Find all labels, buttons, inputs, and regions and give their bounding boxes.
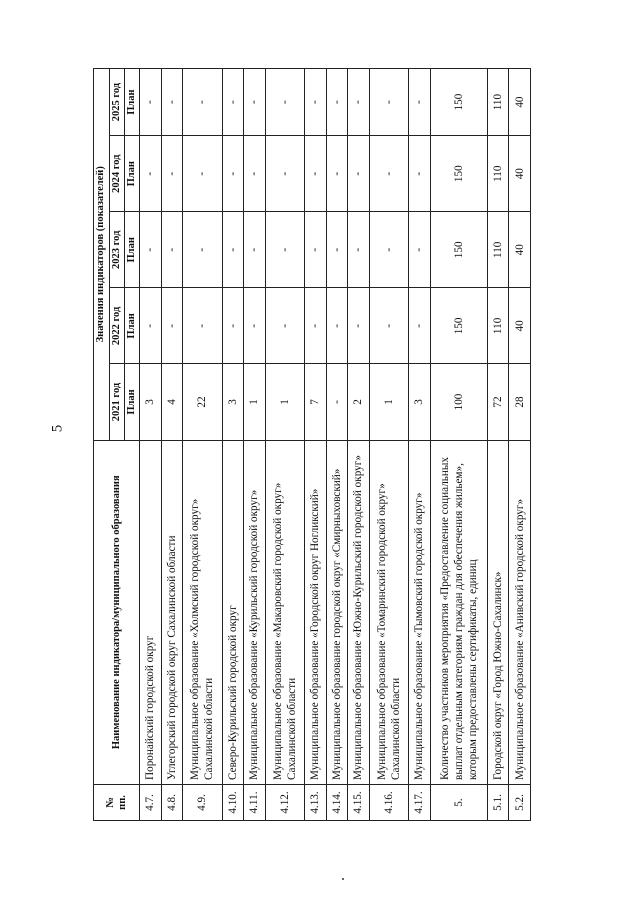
table-body [140,69,531,821]
indicators-table [93,68,531,821]
header-year: 2025 год [110,69,125,136]
row-value: - [409,212,431,288]
row-value: - [161,288,183,364]
row-name: Муниципальное образование «Томаринский городской округ» Сахалинской области [369,440,408,784]
row-value: - [348,288,370,364]
row-value: - [222,136,244,212]
table-row [326,69,348,821]
row-value: - [305,136,327,212]
row-value: 110 [487,136,509,212]
row-value: - [326,212,348,288]
table-row [183,69,222,821]
row-value: - [305,212,327,288]
row-value: - [369,136,408,212]
scan-speck [342,878,344,880]
row-value: 1 [244,364,266,440]
row-value: 3 [409,364,431,440]
row-value: - [244,212,266,288]
indicators-table-rotated [93,68,531,821]
header-year: 2022 год [110,288,125,364]
row-value: - [409,69,431,136]
header-plan: План [125,69,140,136]
row-value: - [244,69,266,136]
table-row [430,69,487,821]
row-name: Муниципальное образование «Анивский городской округ» [509,440,531,784]
row-value: 72 [487,364,509,440]
row-number: 4.8. [161,784,183,820]
row-value: - [140,212,162,288]
row-value: - [161,69,183,136]
row-value: - [348,136,370,212]
table-row [409,69,431,821]
row-number: 5.1. [487,784,509,820]
table-row [265,69,304,821]
row-value: 1 [265,364,304,440]
row-value: 1 [369,364,408,440]
row-value: - [348,212,370,288]
row-number: 4.7. [140,784,162,820]
row-value: - [265,212,304,288]
row-value: 40 [509,288,531,364]
row-number: 5.2. [509,784,531,820]
row-number: 4.17. [409,784,431,820]
row-value: - [409,288,431,364]
row-name: Муниципальное образование городской округ «Смирныховский» [326,440,348,784]
row-value: - [348,69,370,136]
table-row [140,69,162,821]
row-value: 22 [183,364,222,440]
header-year: 2021 год [110,364,125,440]
row-value: 110 [487,69,509,136]
row-value: - [140,136,162,212]
header-no: № пп. [94,784,140,820]
row-value: - [183,136,222,212]
row-number: 4.12. [265,784,304,820]
header-values-group: Значения индикаторов (показателей) [94,69,110,441]
row-value: - [244,288,266,364]
row-value: 110 [487,212,509,288]
row-name: Муниципальное образование «Холмский городской округ» Сахалинской области [183,440,222,784]
row-value: 100 [430,364,487,440]
page-number: 5 [49,424,66,433]
row-number: 4.16. [369,784,408,820]
row-value: 150 [430,212,487,288]
row-value: - [161,212,183,288]
row-number: 4.10. [222,784,244,820]
row-value: 2 [348,364,370,440]
row-value: 150 [430,69,487,136]
row-value: - [369,69,408,136]
table-row [161,69,183,821]
row-value: - [305,69,327,136]
row-value: 7 [305,364,327,440]
row-name: Углегорский городской округ Сахалинской области [161,440,183,784]
header-plan: План [125,288,140,364]
row-value: - [305,288,327,364]
row-value: 4 [161,364,183,440]
row-number: 4.15. [348,784,370,820]
row-value: - [326,288,348,364]
row-value: - [140,288,162,364]
row-value: - [326,136,348,212]
row-value: 150 [430,288,487,364]
row-value: - [369,212,408,288]
row-value: - [222,212,244,288]
row-number: 4.13. [305,784,327,820]
header-year: 2024 год [110,136,125,212]
header-plan: План [125,136,140,212]
row-value: 150 [430,136,487,212]
row-value: - [161,136,183,212]
table-row [222,69,244,821]
row-value: - [244,136,266,212]
row-number: 4.14. [326,784,348,820]
table-row [487,69,509,821]
row-name: Поронайский городской округ [140,440,162,784]
row-value: 110 [487,288,509,364]
row-value: - [326,69,348,136]
header-plan: План [125,212,140,288]
table-row [369,69,408,821]
row-value: - [409,136,431,212]
row-value: - [265,288,304,364]
row-name: Количество участников мероприятия «Предоставление социальных выплат отдельным категориям граждан для обеспечения жильем», которым предоставлены сертификаты, единиц [430,440,487,784]
row-name: Муниципальное образование «Городской округ Ногликский» [305,440,327,784]
row-number: 4.11. [244,784,266,820]
row-value: - [183,212,222,288]
row-value: - [326,364,348,440]
row-value: 28 [509,364,531,440]
table-row [509,69,531,821]
table-row [305,69,327,821]
row-value: 40 [509,136,531,212]
row-value: - [265,69,304,136]
row-name: Северо-Курильский городской округ [222,440,244,784]
row-number: 5. [430,784,487,820]
table-row [348,69,370,821]
row-value: 40 [509,212,531,288]
row-value: - [369,288,408,364]
row-name: Муниципальное образование «Макаровский городской округ» Сахалинской области [265,440,304,784]
row-value: 3 [140,364,162,440]
header-plan: План [125,364,140,440]
row-value: - [140,69,162,136]
row-value: - [222,69,244,136]
row-value: - [183,69,222,136]
row-value: 3 [222,364,244,440]
row-name: Муниципальное образование «Южно-Курильский городской округ» [348,440,370,784]
row-value: - [265,136,304,212]
row-name: Городской округ «Город Южно-Сахалинск» [487,440,509,784]
header-year: 2023 год [110,212,125,288]
row-name: Муниципальное образование «Тымовский городской округ» [409,440,431,784]
table-row [244,69,266,821]
header-name: Наименование индикатора/муниципального образования [94,440,140,784]
row-value: - [183,288,222,364]
row-value: - [222,288,244,364]
row-name: Муниципальное образование «Курильский городской округ» [244,440,266,784]
row-number: 4.9. [183,784,222,820]
row-value: 40 [509,69,531,136]
